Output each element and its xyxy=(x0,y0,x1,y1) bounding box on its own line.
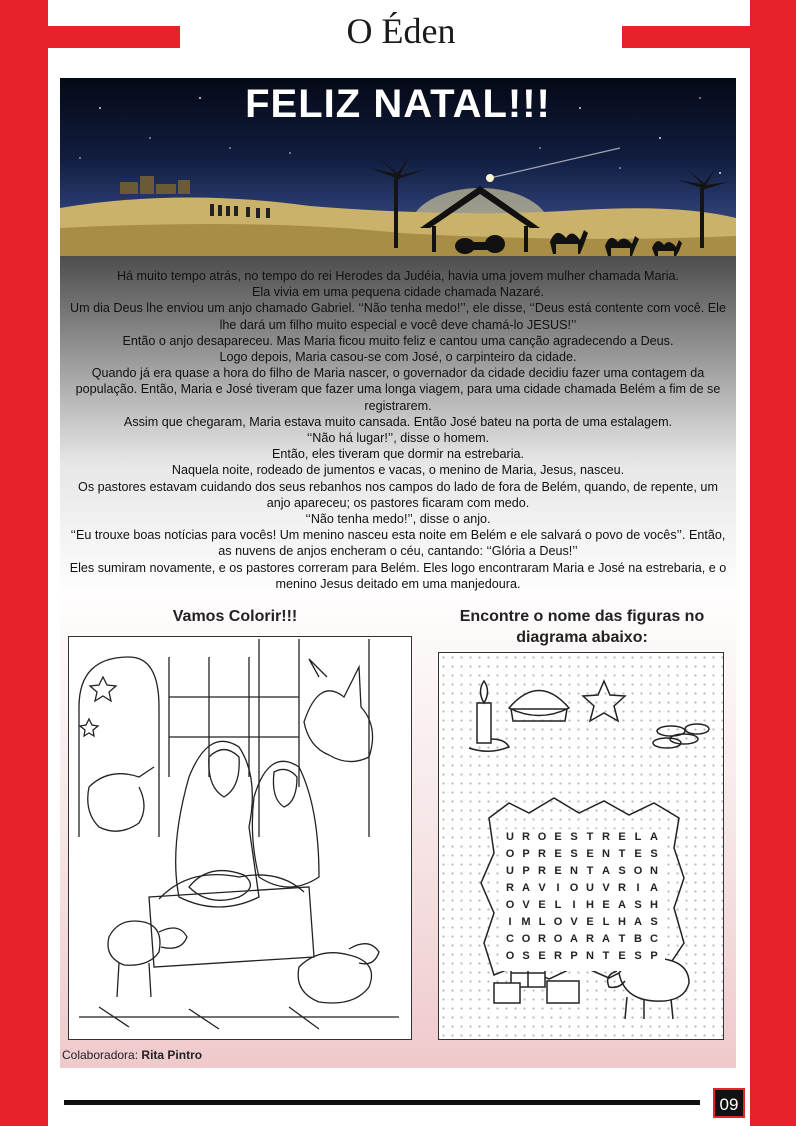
grid-letter: S xyxy=(618,865,626,877)
grid-letter: P xyxy=(650,950,658,962)
grid-letter: P xyxy=(570,950,578,962)
grid-letter: P xyxy=(522,848,530,860)
grid-letter: E xyxy=(554,831,562,843)
grid-letter: N xyxy=(602,848,610,860)
grid-letter: E xyxy=(602,899,610,911)
grid-letter: T xyxy=(602,950,610,962)
grid-letter: L xyxy=(602,916,610,928)
grid-letter: V xyxy=(522,899,530,911)
grid-letter: H xyxy=(618,916,626,928)
banner-title: FELIZ NATAL!!! xyxy=(245,82,551,126)
story-line: Um dia Deus lhe enviou um anjo chamado Gabriel. ‘‘Não tenha medo!’’, ele disse, ‘‘Deus está contente com você. Ele lhe dará um filho muito especial e você deve chamá-lo JESUS!’’ xyxy=(70,301,726,332)
page-number: 09 xyxy=(713,1088,745,1118)
grid-letter: T xyxy=(618,933,626,945)
grid-row xyxy=(499,829,665,846)
grid-letter: H xyxy=(586,899,594,911)
grid-letter: O xyxy=(553,916,563,928)
word-search-puzzle xyxy=(438,652,724,1040)
grid-letter: S xyxy=(634,899,642,911)
grid-letter: O xyxy=(633,865,643,877)
grid-letter: E xyxy=(634,848,642,860)
grid-letter: T xyxy=(618,848,626,860)
grid-letter: O xyxy=(521,933,531,945)
grid-letter: I xyxy=(508,916,512,928)
grid-letter: A xyxy=(650,831,658,843)
grid-row xyxy=(499,948,665,965)
grid-row xyxy=(499,863,665,880)
grid-letter: A xyxy=(570,933,578,945)
grid-letter: R xyxy=(586,933,594,945)
story-line: Logo depois, Maria casou-se com José, o carpinteiro da cidade. xyxy=(219,350,577,365)
left-red-border xyxy=(0,0,48,1126)
grid-letter: L xyxy=(554,899,562,911)
grid-letter: E xyxy=(618,950,626,962)
story-line: ‘‘Não tenha medo!’’, disse o anjo. xyxy=(305,512,491,527)
grid-letter: N xyxy=(586,950,594,962)
grid-letter: E xyxy=(554,865,562,877)
grid-letter: M xyxy=(521,916,531,928)
grid-letter: P xyxy=(522,865,530,877)
grid-letter: S xyxy=(570,848,578,860)
grid-letter: R xyxy=(506,882,514,894)
grid-row xyxy=(499,914,665,931)
grid-letter: C xyxy=(650,933,658,945)
grid-letter: E xyxy=(538,899,546,911)
page-content xyxy=(60,78,736,1068)
story-line: Naquela noite, rodeado de jumentos e vacas, o menino de Maria, Jesus, nasceu. xyxy=(171,463,625,478)
grid-letter: R xyxy=(538,865,546,877)
grid-letter: H xyxy=(650,899,658,911)
coloring-page xyxy=(68,636,412,1040)
grid-letter: V xyxy=(570,916,578,928)
grid-letter: O xyxy=(537,831,547,843)
credit xyxy=(62,1048,202,1062)
story-line: Há muito tempo atrás, no tempo do rei Herodes da Judéia, havia uma jovem mulher chamada Maria. xyxy=(116,269,680,283)
grid-letter: U xyxy=(506,831,514,843)
grid-letter: R xyxy=(538,933,546,945)
grid-letter: A xyxy=(618,899,626,911)
grid-letter: R xyxy=(554,950,562,962)
grid-letter: N xyxy=(570,865,578,877)
grid-letter: R xyxy=(602,831,610,843)
grid-letter: S xyxy=(522,950,530,962)
grid-letter: L xyxy=(634,831,642,843)
grid-letter: O xyxy=(505,950,515,962)
grid-letter: I xyxy=(572,899,576,911)
header-red-bar-left xyxy=(0,26,180,48)
grid-letter: R xyxy=(618,882,626,894)
grid-letter: O xyxy=(569,882,579,894)
story-line: Assim que chegaram, Maria estava muito cansada. Então José bateu na porta de uma estalagem. xyxy=(123,414,673,429)
grid-letter: A xyxy=(522,882,530,894)
grid-letter: S xyxy=(650,848,658,860)
grid-letter: E xyxy=(538,950,546,962)
grid-letter: V xyxy=(538,882,546,894)
grid-letter: S xyxy=(634,950,642,962)
story-line: ‘‘Eu trouxe boas notícias para vocês! Um menino nasceu esta noite em Belém e ele salvará o povo de vocês’’. Então, as nuvens de anjos encheram o céu, cantando: ‘‘Glória a Deus!’’ xyxy=(70,528,726,559)
grid-letter: A xyxy=(602,933,610,945)
grid-letter: I xyxy=(556,882,560,894)
word-search-title: Encontre o nome das figuras no diagrama abaixo: xyxy=(459,608,705,646)
grid-letter: T xyxy=(586,831,594,843)
story-text xyxy=(68,268,728,592)
story-section xyxy=(60,256,736,600)
masthead-title: O Éden xyxy=(346,11,456,51)
story-line: Quando já era quase a hora do filho de Maria nascer, o governador da cidade decidiu fazer uma contagem da população. Então, Maria e José tiveram que fazer uma longa viagem, para uma cidade chamada Belém a fim de se registrarem. xyxy=(75,366,721,413)
credit-name: Rita Pintro xyxy=(141,1048,203,1062)
right-red-border xyxy=(750,0,796,1126)
word-search-grid xyxy=(499,829,665,971)
grid-row xyxy=(499,880,665,897)
grid-letter: L xyxy=(538,916,546,928)
story-line: Então o anjo desapareceu. Mas Maria ficou muito feliz e cantou uma canção agradecendo a Deus. xyxy=(122,333,674,348)
story-line: Os pastores estavam cuidando dos seus rebanhos nos campos do lado de fora de Belém, quando, de repente, um anjo apareceu; os pastores ficaram com medo. xyxy=(78,479,718,510)
story-line: Ela vivia em uma pequena cidade chamada Nazaré. xyxy=(252,285,544,300)
grid-letter: O xyxy=(505,848,515,860)
story-line: Então, eles tiveram que dormir na estrebaria. xyxy=(272,447,524,462)
grid-letter: S xyxy=(650,916,658,928)
grid-letter: N xyxy=(650,865,658,877)
grid-letter: C xyxy=(506,933,514,945)
grid-letter: E xyxy=(618,831,626,843)
grid-letter: U xyxy=(506,865,514,877)
nativity-banner xyxy=(60,78,736,256)
grid-letter: E xyxy=(586,848,594,860)
grid-letter: T xyxy=(586,865,594,877)
grid-row xyxy=(499,846,665,863)
grid-row xyxy=(499,897,665,914)
grid-letter: U xyxy=(586,882,594,894)
grid-letter: E xyxy=(586,916,594,928)
coloring-title: Vamos Colorir!!! xyxy=(172,608,298,625)
grid-row xyxy=(499,931,665,948)
grid-letter: E xyxy=(554,848,562,860)
grid-letter: R xyxy=(522,831,530,843)
grid-letter: A xyxy=(602,865,610,877)
story-line: ‘‘Não há lugar!’’, disse o homem. xyxy=(306,431,490,446)
grid-letter: I xyxy=(636,882,640,894)
nativity-coloring-drawing xyxy=(69,637,411,1039)
grid-letter: B xyxy=(634,933,642,945)
grid-letter: V xyxy=(602,882,610,894)
grid-letter: O xyxy=(553,933,563,945)
grid-letter: A xyxy=(634,916,642,928)
grid-letter: A xyxy=(650,882,658,894)
grid-letter: S xyxy=(570,831,578,843)
grid-letter: R xyxy=(538,848,546,860)
footer-rule xyxy=(64,1100,700,1105)
credit-label: Colaboradora: xyxy=(62,1048,139,1062)
header-red-bar-right xyxy=(622,26,796,48)
grid-letter: O xyxy=(505,899,515,911)
story-line: Eles sumiram novamente, e os pastores correram para Belém. Eles logo encontraram Maria e José na estrebaria, e o menino Jesus deitado em uma manjedoura. xyxy=(69,560,727,591)
